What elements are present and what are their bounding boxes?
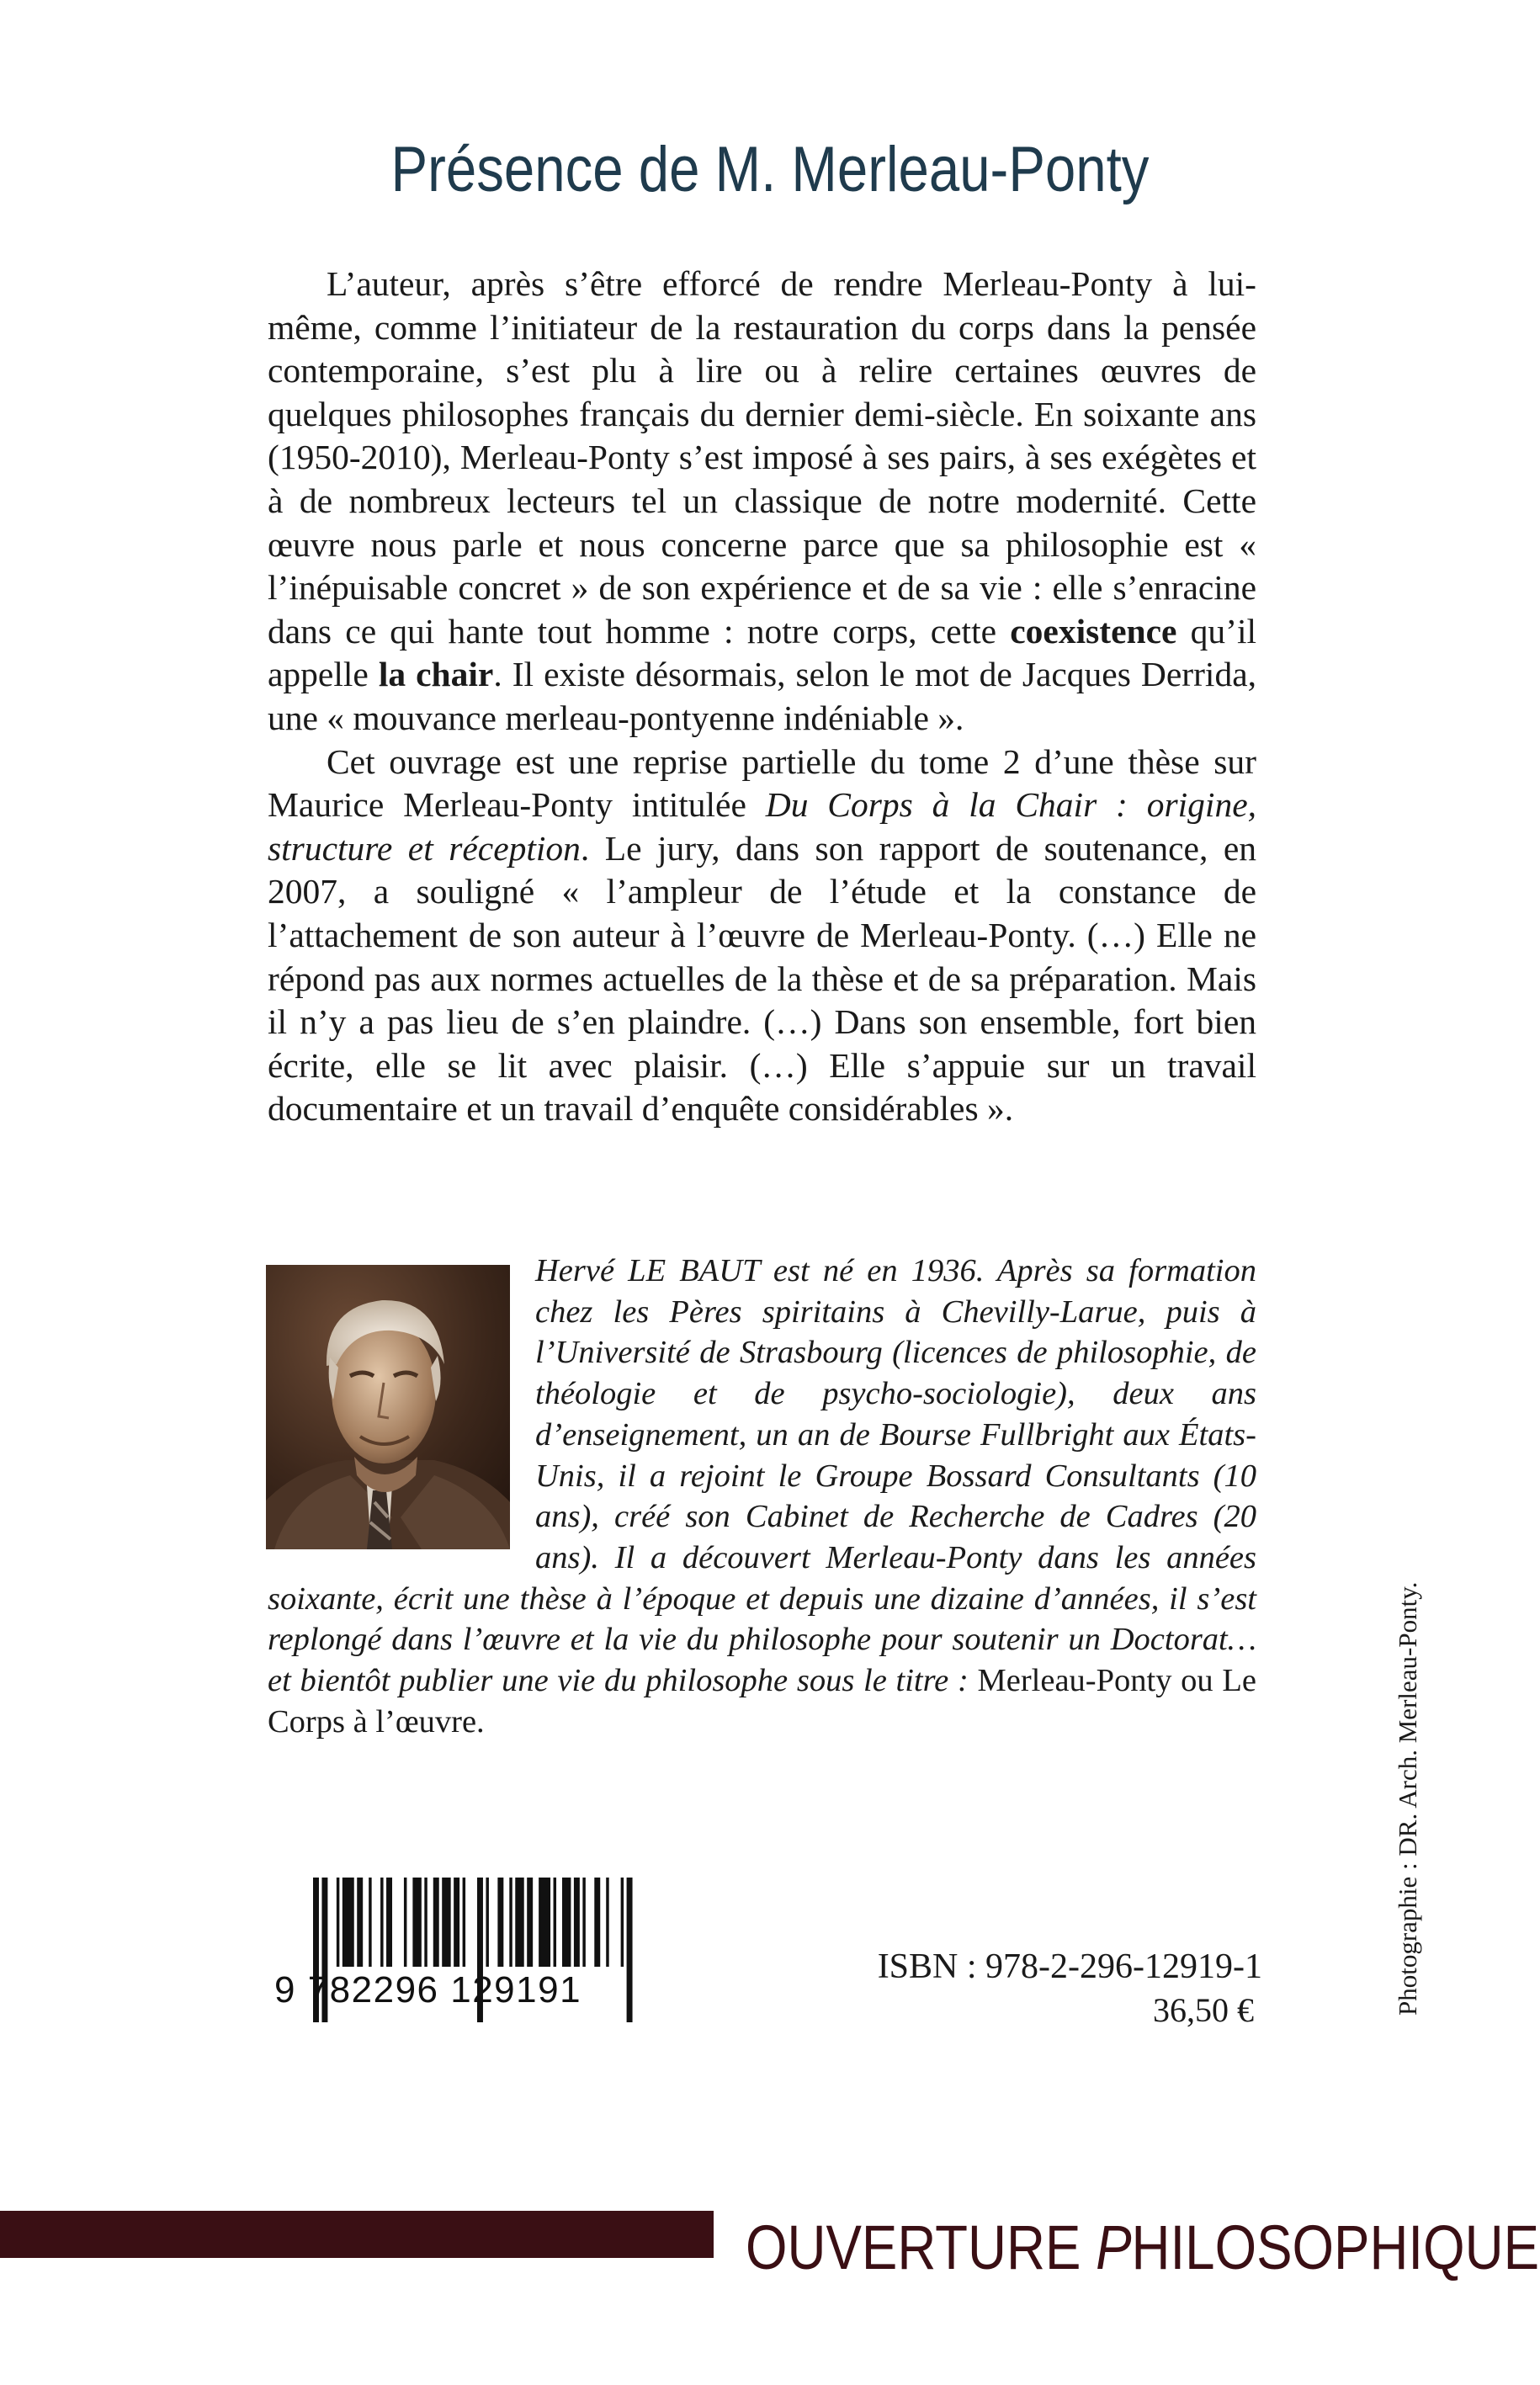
isbn: ISBN : 978-2-296-12919-1	[877, 1947, 1262, 1986]
barcode-bar	[337, 1878, 339, 1967]
barcode-bar	[424, 1878, 427, 1967]
barcode-bar	[574, 1878, 580, 1967]
summary-paragraph-2	[268, 741, 1256, 1131]
barcode-bar	[554, 1878, 556, 1967]
barcode-bar	[594, 1878, 600, 1967]
barcode-bar	[463, 1878, 465, 1967]
barcode-bar	[433, 1878, 439, 1967]
barcode-bar	[486, 1878, 488, 1967]
series-name-part-3: HILOSOPHIQUE	[1131, 2212, 1540, 2282]
summary-p1-bold-coexistence: coexistence	[1010, 611, 1177, 651]
barcode-bar	[606, 1878, 608, 1967]
summary-paragraph-1	[268, 263, 1256, 741]
summary-p1-text-3: . Il existe désormais, selon le mot de Jacques Derrida, une « mouvance merleau-pontyenne indéniable ».	[268, 655, 1256, 737]
barcode-bar	[369, 1878, 371, 1967]
barcode-bar	[509, 1878, 512, 1967]
barcode-bar	[357, 1878, 363, 1967]
barcode-bar	[404, 1878, 406, 1967]
book-title: Présence de M. Merleau-Ponty	[390, 134, 1150, 205]
barcode-bar	[343, 1878, 354, 1967]
barcode-bar	[527, 1878, 533, 1967]
author-bio-text: Hervé LE BAUT est né en 1936. Après sa formation chez les Pères spiritains à Chevilly-Larue, puis à l’Université de Strasbourg (licences de philosophie, de théologie et de psycho-sociologie), deux ans d’enseignement, un an de Bourse Fullbright aux États-Unis, il a rejoint le Groupe Bossard Consultants (10 ans), créé son Cabinet de Recherche de Cadres (20 ans). Il a découvert Merleau-Ponty dans les années soixante, écrit une thèse à l’époque et depuis une dizaine d’années, il s’est replongé dans l’œuvre et la vie du philosophe pour soutenir un Doctorat… et bientôt publier une vie du philosophe sous le titre :	[268, 1253, 1256, 1699]
barcode-bar	[380, 1878, 383, 1967]
author-book-title: Merleau-Ponty ou Le Corps à l’œuvre.	[268, 1663, 1256, 1740]
barcode-bar	[539, 1878, 550, 1967]
series-name	[746, 2212, 1539, 2283]
barcode-bar	[497, 1878, 503, 1967]
price: 36,50 €	[1153, 1991, 1254, 2029]
summary-p1-bold-chair: la chair	[378, 655, 494, 694]
barcode-bar	[515, 1878, 523, 1967]
barcode-digits: 9 782296 129191	[274, 1969, 582, 2011]
summary-p1-text-2: qu’il appelle	[268, 611, 1257, 694]
barcode-bar	[386, 1878, 392, 1967]
barcode-bar	[621, 1878, 624, 1967]
thesis-title: Du Corps à la Chair : origine, structure et réception	[268, 785, 1256, 868]
summary-p2-text-1: Cet ouvrage est une reprise partielle du tome 2 d’une thèse sur Maurice Merleau-Ponty intitulée	[268, 741, 1256, 825]
photo-credit: Photographie : DR. Arch. Merleau-Ponty.	[1393, 1581, 1422, 2016]
summary-p1-text-1: L’auteur, après s’être efforcé de rendre Merleau-Ponty à lui-même, comme l’initiateur de la restauration du corps dans la pensée contemporaine, s’est plu à lire ou à relire certaines œuvres de quelques philosophes français du dernier demi-siècle. En soixante ans (1950-2010), Merleau-Ponty s’est imposé à ses pairs, à ses exégètes et à de nombreux lecteurs tel un classique de notre modernité. Cette œuvre nous parle et nous concerne parce que sa philosophie est « l’inépuisable concret » de son expérience et de sa vie : elle s’enracine dans ce qui hante tout homme : notre corps, cette	[268, 264, 1256, 651]
barcode-bar	[582, 1878, 585, 1967]
barcode-bar	[412, 1878, 421, 1967]
author-bio	[268, 1251, 1256, 1742]
summary-text	[268, 263, 1256, 1131]
series-band	[0, 2211, 714, 2258]
barcode-bar	[442, 1878, 450, 1967]
summary-p2-text-2: . Le jury, dans son rapport de soutenance, en 2007, a souligné « l’ampleur de l’étude et la constance de l’attachement de son auteur à l’œuvre de Merleau-Ponty. (…) Elle ne répond pas aux normes actuelles de la thèse et de sa préparation. Mais il n’y a pas lieu de s’en plaindre. (…) Dans son ensemble, fort bien écrite, elle se lit avec plaisir. (…) Elle s’appuie sur un travail documentaire et un travail d’enquête considérables ».	[268, 828, 1256, 1129]
barcode-bar	[454, 1878, 459, 1967]
barcode-bar	[562, 1878, 571, 1967]
series-name-part-1: OUVERTURE	[746, 2212, 1097, 2282]
series-name-part-2: P	[1096, 2212, 1132, 2282]
